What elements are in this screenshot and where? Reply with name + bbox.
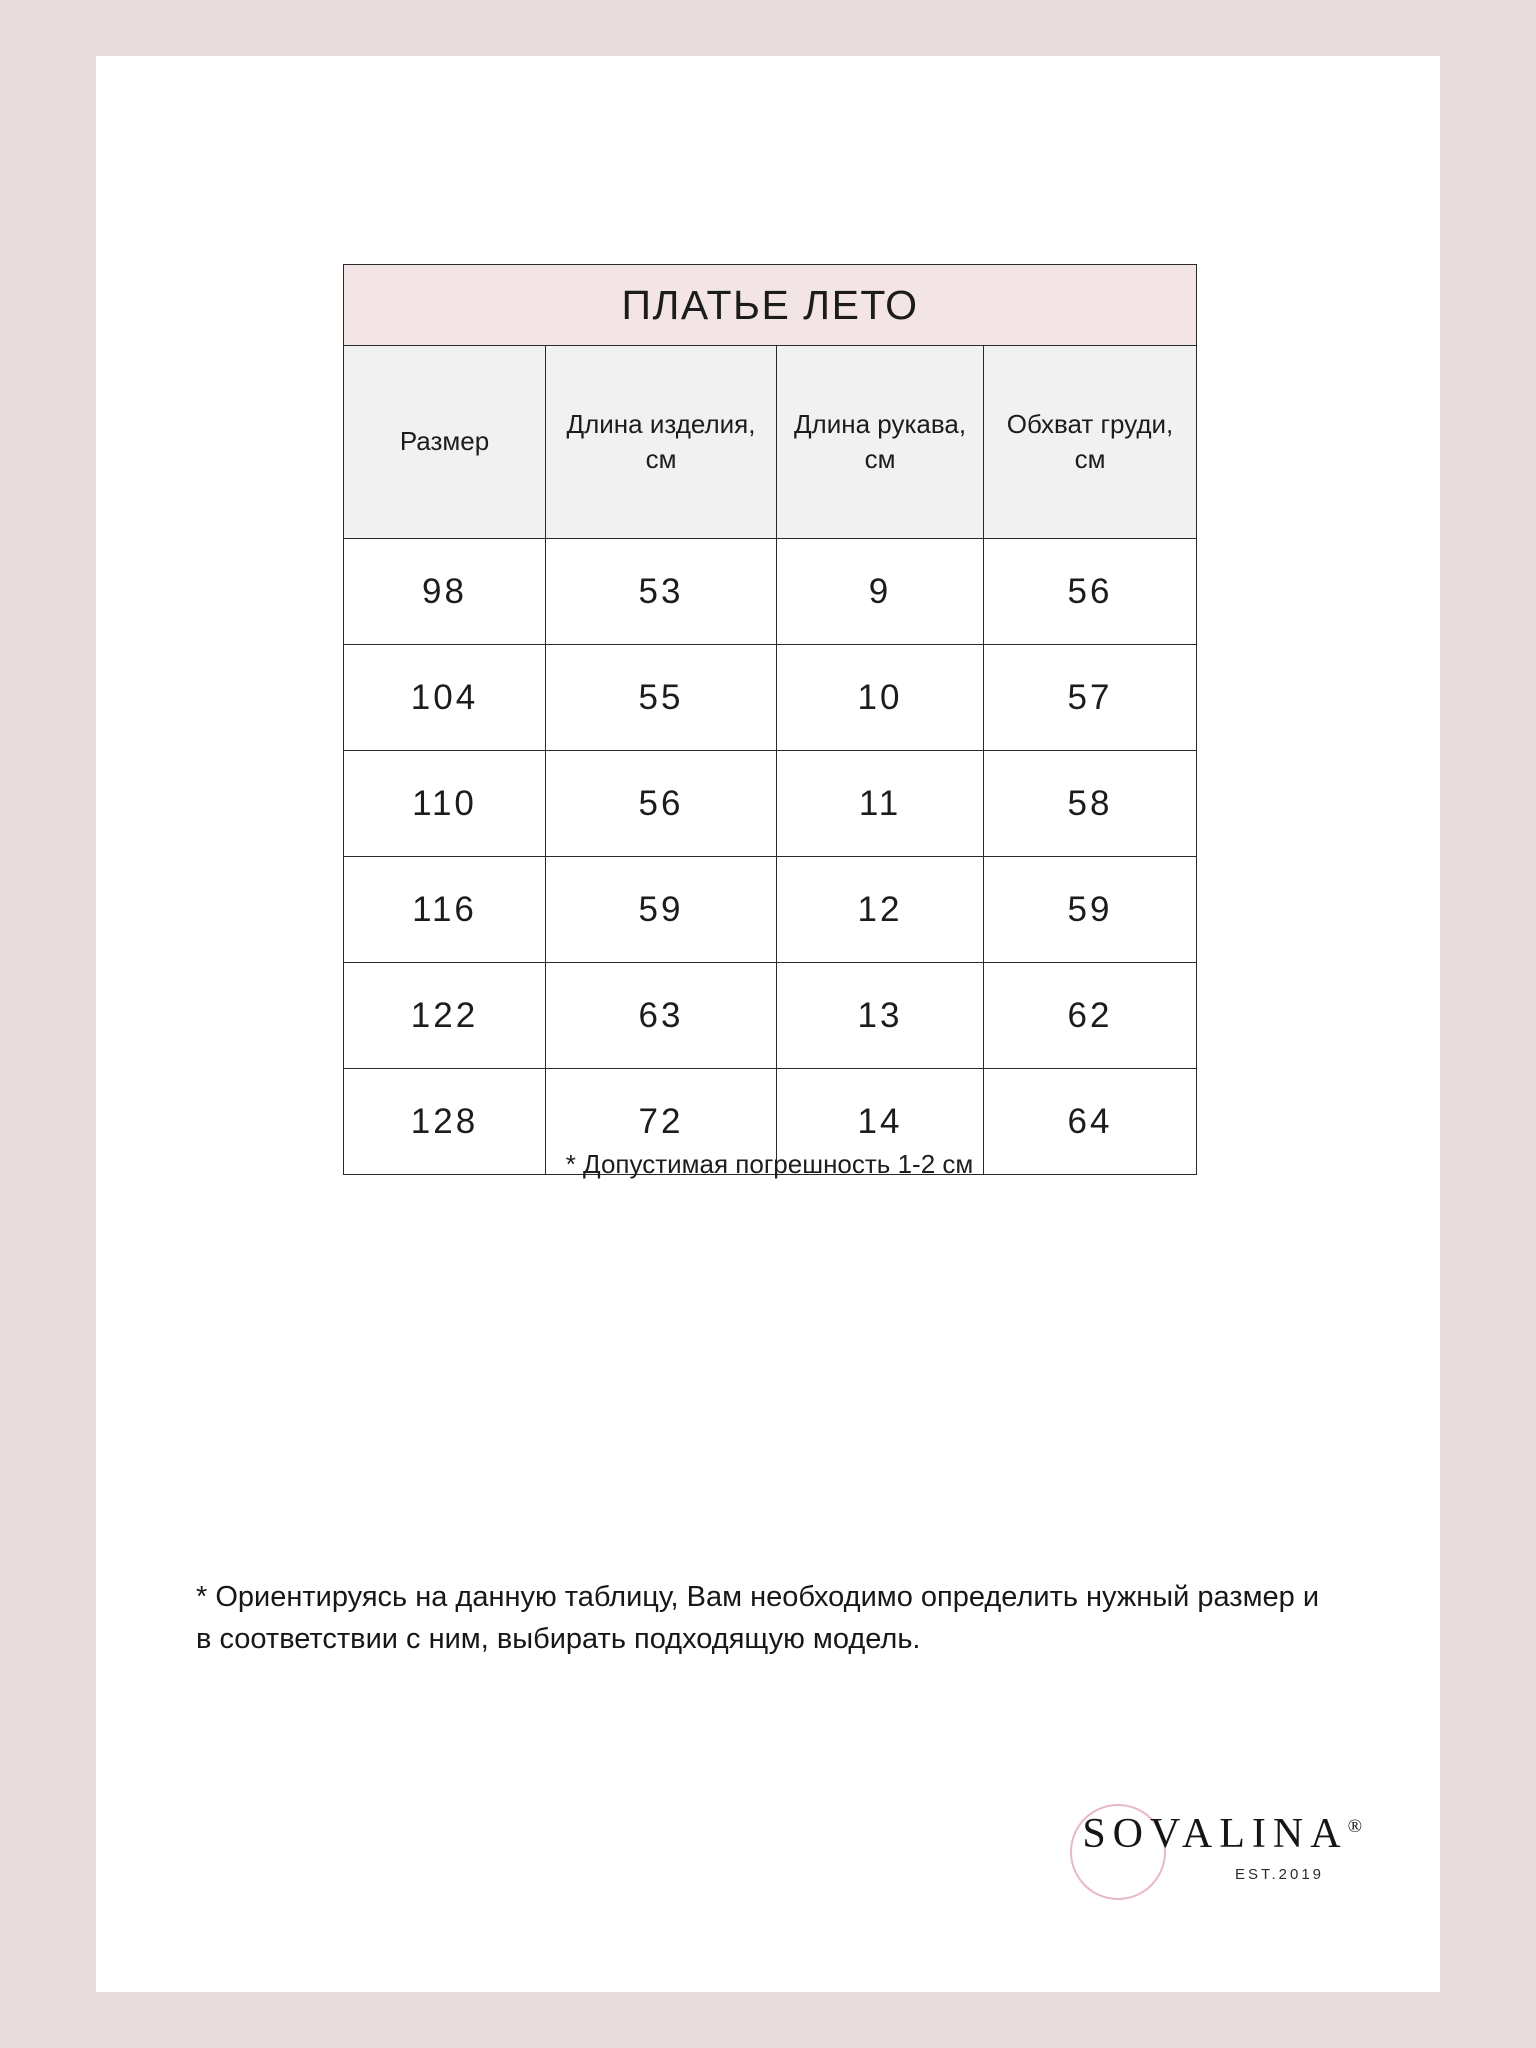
cell-length: 56 bbox=[546, 751, 777, 857]
cell-length: 55 bbox=[546, 645, 777, 751]
table-row bbox=[344, 963, 1197, 1069]
cell-chest: 59 bbox=[984, 857, 1197, 963]
cell-sleeve: 12 bbox=[777, 857, 984, 963]
cell-length: 63 bbox=[546, 963, 777, 1069]
cell-chest: 57 bbox=[984, 645, 1197, 751]
tolerance-note: * Допустимая погрешность 1-2 см bbox=[565, 1149, 974, 1179]
cell-length: 53 bbox=[546, 539, 777, 645]
document-page bbox=[96, 56, 1440, 1992]
cell-length: 59 bbox=[546, 857, 777, 963]
cell-size: 116 bbox=[344, 857, 546, 963]
cell-sleeve: 13 bbox=[777, 963, 984, 1069]
cell-size: 128 bbox=[344, 1069, 546, 1175]
size-table-container bbox=[343, 264, 1196, 1175]
table-title: ПЛАТЬЕ ЛЕТО bbox=[344, 265, 1197, 346]
cell-size: 98 bbox=[344, 539, 546, 645]
cell-sleeve: 10 bbox=[777, 645, 984, 751]
cell-chest: 64 bbox=[984, 1069, 1197, 1175]
table-title-row bbox=[344, 265, 1197, 346]
logo-established: EST.2019 bbox=[1234, 1866, 1324, 1883]
table-row bbox=[344, 857, 1197, 963]
cell-length: 72 bbox=[546, 1069, 777, 1175]
cell-sleeve: 11 bbox=[777, 751, 984, 857]
brand-logo bbox=[942, 1786, 1362, 1916]
cell-size: 104 bbox=[344, 645, 546, 751]
table-row bbox=[344, 645, 1197, 751]
instruction-note: * Ориентируясь на данную таблицу, Вам необходимо определить нужный размер и в соответствии с ним, выбирать подходящую модель. bbox=[196, 1581, 1320, 1656]
column-header-chest: Обхват груди, см bbox=[984, 346, 1197, 539]
cell-chest: 58 bbox=[984, 751, 1197, 857]
cell-size: 110 bbox=[344, 751, 546, 857]
table-header-row bbox=[344, 346, 1197, 539]
cell-size: 122 bbox=[344, 963, 546, 1069]
cell-chest: 56 bbox=[984, 539, 1197, 645]
column-header-sleeve: Длина рукава, см bbox=[777, 346, 984, 539]
logo-name: SOVALINA bbox=[1082, 1811, 1348, 1857]
table-row bbox=[344, 539, 1197, 645]
cell-chest: 62 bbox=[984, 963, 1197, 1069]
column-header-length: Длина изделия, см bbox=[546, 346, 777, 539]
logo-wordmark bbox=[942, 1810, 1362, 1858]
cell-sleeve: 9 bbox=[777, 539, 984, 645]
cell-sleeve: 14 bbox=[777, 1069, 984, 1175]
column-header-size: Размер bbox=[344, 346, 546, 539]
registered-mark: ® bbox=[1347, 1816, 1362, 1837]
table-row bbox=[344, 751, 1197, 857]
size-table bbox=[343, 264, 1197, 1175]
